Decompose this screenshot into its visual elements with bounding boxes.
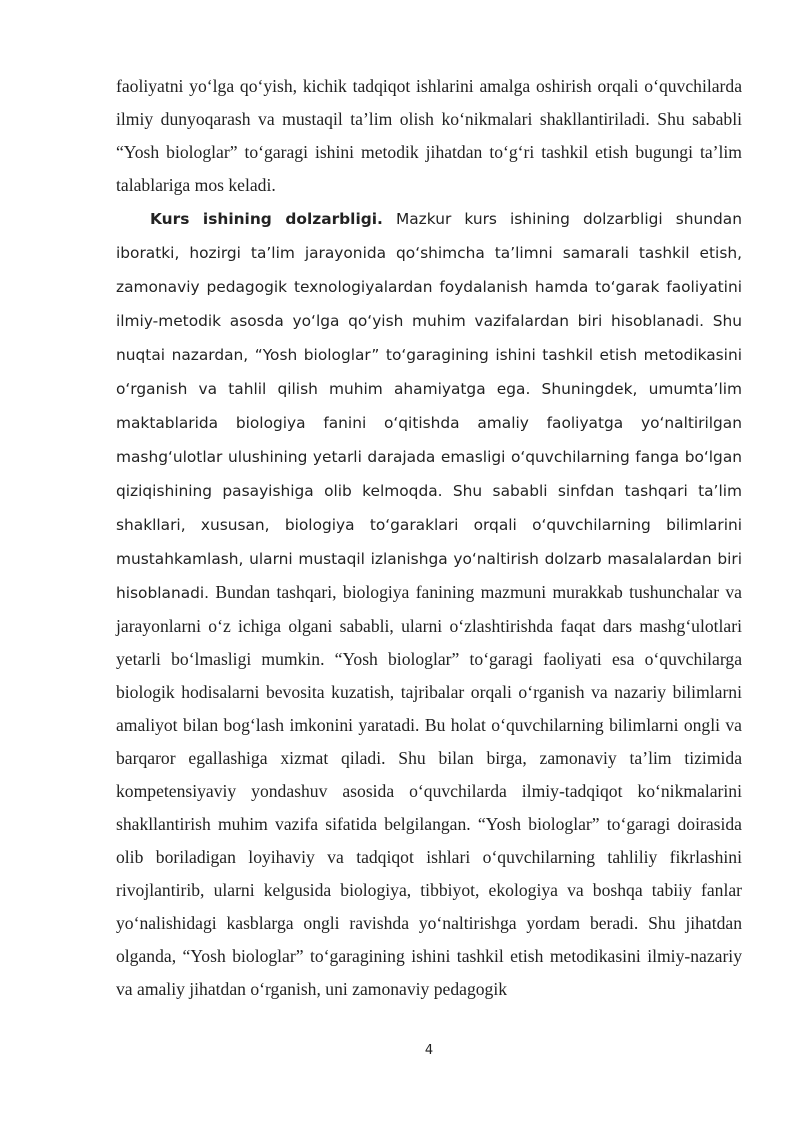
- paragraph-relevance: [116, 202, 742, 1006]
- paragraph-continued: [116, 70, 742, 202]
- paragraph-1-text: faoliyatni yo‘lga qo‘yish, kichik tadqiqot ishlarini amalga oshirish orqali o‘quvchilarda ilmiy dunyoqarash va mustaqil ta’lim olish ko‘nikmalari shakllantiriladi. Shu sababli “Yosh biologlar” to‘garagi ishini metodik jihatdan to‘g‘ri tashkil etish bugungi ta’lim talablariga mos keladi.: [116, 76, 742, 195]
- section-heading: Kurs ishining dolzarbligi.: [150, 210, 383, 228]
- paragraph-2-sans-text: Mazkur kurs ishining dolzarbligi shundan iboratki, hozirgi ta’lim jarayonida qo‘shimcha ta’limni samarali tashkil etish, zamonaviy pedagogik texnologiyalardan foydalanish hamda to‘garak faoliyatini ilmiy-metodik asosda yo‘lga qo‘yish muhim vazifalardan biri hisoblanadi. Shu nuqtai nazardan, “Yosh biologlar” to‘garagining ishini tashkil etish metodikasini o‘rganish va tahlil qilish muhim ahamiyatga ega. Shuningdek, umumta’lim maktablarida biologiya fanini o‘qitishda amaliy faoliyatga yoʻnaltirilgan mashg‘ulotlar ulushining yetarli darajada emasligi o‘quvchilarning fanga bo‘lgan qiziqishining pasayishiga olib kelmoqda. Shu sababli sinfdan tashqari ta’lim shakllari, xususan, biologiya to‘garaklari orqali o‘quvchilarning bilimlarini mustahkamlash, ularni mustaqil izlanishga yoʻnaltirish dolzarb masalalardan biri hisoblanadi.: [116, 210, 742, 602]
- body-text: [116, 70, 742, 1006]
- page-number: 4: [424, 1043, 434, 1058]
- paragraph-2-serif-text: Bundan tashqari, biologiya fanining mazmuni murakkab tushunchalar va jarayonlarni o‘z ichiga olgani sababli, ularni o‘zlashtirishda faqat dars mashg‘ulotlari yetarli bo‘lmasligi mumkin. “Yosh biologlar” to‘garagi faoliyati esa o‘quvchilarga biologik hodisalarni bevosita kuzatish, tajribalar orqali o‘rganish va nazariy bilimlarni amaliyot bilan bog‘lash imkonini yaratadi. Bu holat o‘quvchilarning bilimlarni ongli va barqaror egallashiga xizmat qiladi. Shu bilan birga, zamonaviy ta’lim tizimida kompetensiyaviy yondashuv asosida o‘quvchilarda ilmiy-tadqiqot ko‘nikmalarini shakllantirish muhim vazifa sifatida belgilangan. “Yosh biologlar” to‘garagi doirasida olib boriladigan loyihaviy va tadqiqot ishlari o‘quvchilarning tahliliy fikrlashini rivojlantirib, ularni kelgusida biologiya, tibbiyot, ekologiya va boshqa tabiiy fanlar yo‘nalishidagi kasblarga ongli ravishda yo‘naltirishga yordam beradi. Shu jihatdan olganda, “Yosh biologlar” to‘garagining ishini tashkil etish metodikasini ilmiy-nazariy va amaliy jihatdan o‘rganish, uni zamonaviy pedagogik: [116, 582, 742, 999]
